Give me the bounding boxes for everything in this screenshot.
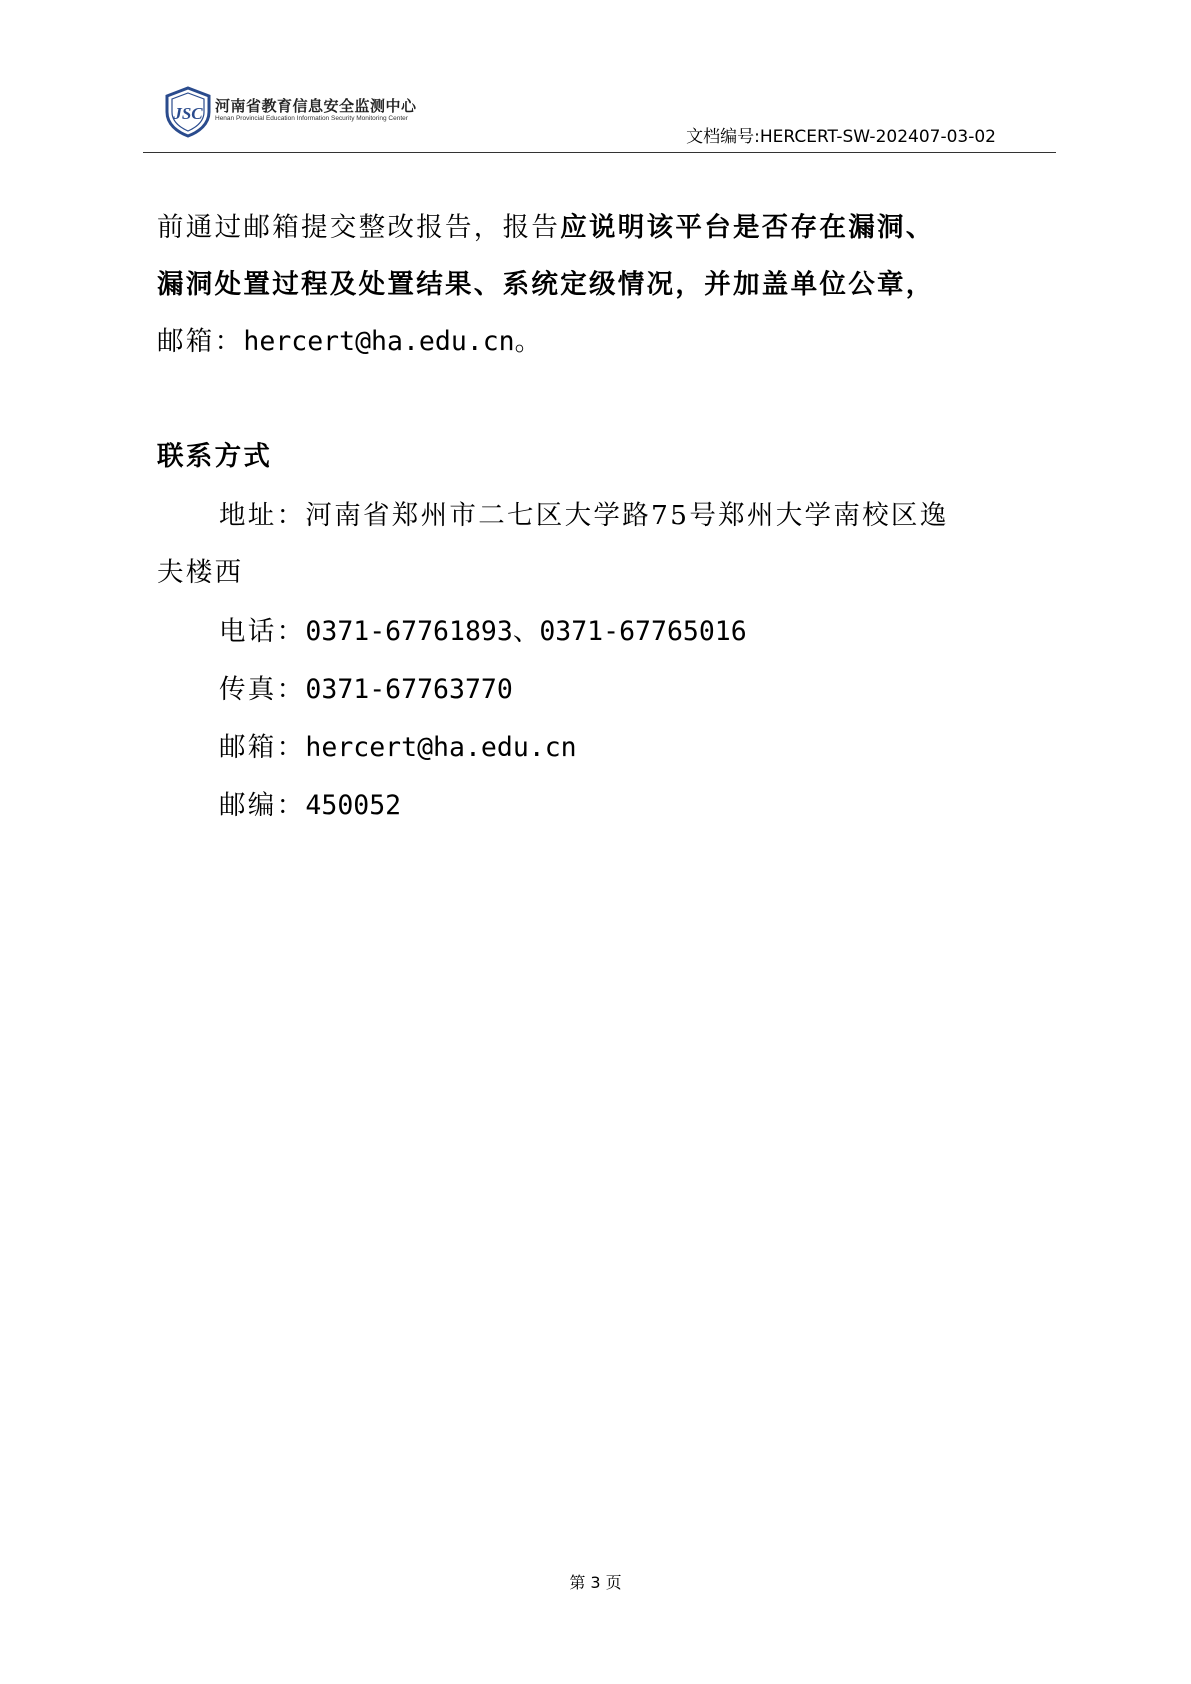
phone-line	[219, 615, 747, 649]
address-value: 河南省郑州市二七区大学路75号郑州大学南校区逸	[305, 500, 949, 531]
address-label: 地址：	[219, 500, 306, 531]
postcode-value: 450052	[305, 790, 402, 821]
postcode-label: 邮编：	[219, 790, 306, 821]
page-number: 第 3 页	[569, 1573, 622, 1592]
address-line2: 夫楼西	[157, 557, 244, 588]
para1-line1-normal: 前通过邮箱提交整改报告，报告	[157, 212, 561, 243]
para1-email-label: 邮箱：	[157, 326, 244, 357]
email-label: 邮箱：	[219, 732, 306, 763]
org-name-cn: 河南省教育信息安全监测中心	[215, 97, 417, 115]
org-logo	[163, 86, 417, 138]
fax-label: 传真：	[219, 674, 306, 705]
contact-heading: 联系方式	[157, 441, 273, 472]
shield-logo-icon	[163, 86, 213, 138]
phone-value: 0371-67761893、0371-67765016	[305, 616, 747, 647]
address-line1	[219, 499, 949, 533]
para1-line1	[157, 211, 935, 245]
para1-line1-bold: 应说明该平台是否存在漏洞、	[560, 212, 935, 243]
email-line	[219, 731, 577, 765]
para1-line3	[157, 325, 541, 359]
page-header	[143, 86, 1056, 153]
para1-email-value: hercert@ha.edu.cn。	[243, 326, 542, 357]
email-value: hercert@ha.edu.cn	[305, 732, 577, 763]
svg-text:JSC: JSC	[173, 104, 203, 123]
para1-line2: 漏洞处置过程及处置结果、系统定级情况，并加盖单位公章，	[157, 269, 935, 300]
fax-line	[219, 673, 513, 707]
phone-label: 电话：	[219, 616, 306, 647]
org-name-en: Henan Provincial Education Information Security Monitoring Center	[215, 115, 408, 122]
postcode-line	[219, 789, 401, 823]
fax-value: 0371-67763770	[305, 674, 513, 705]
document-number: 文档编号:HERCERT-SW-202407-03-02	[686, 127, 996, 147]
